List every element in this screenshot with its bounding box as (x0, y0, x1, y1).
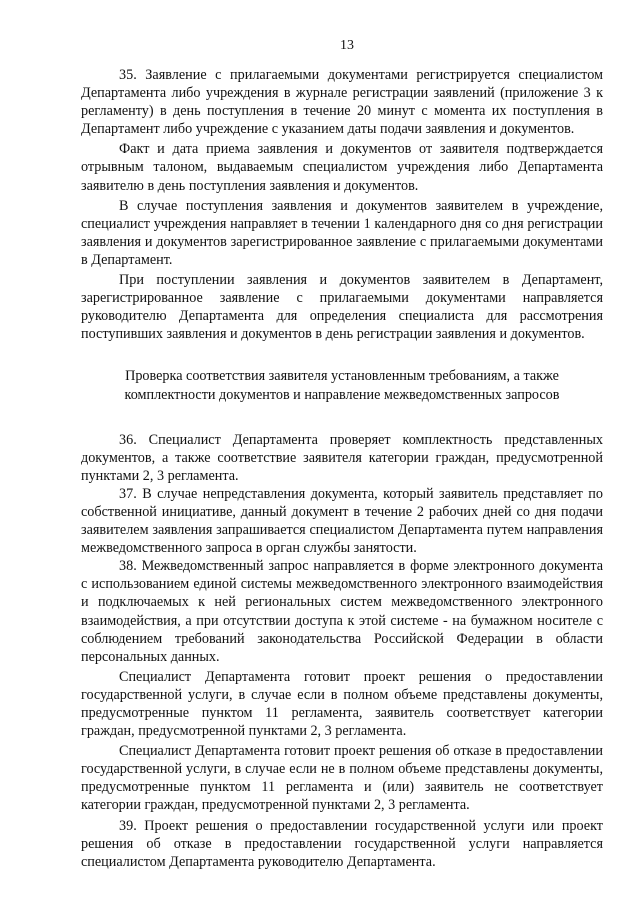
page-number: 13 (340, 38, 354, 53)
paragraph-refusal-decision: Специалист Департамента готовит проект решения об отказе в предоставлении государственной услуги, в случае если не в полном объеме представлены документы, предусмотренные пунктом 11 регламента и (или) заявитель не соответствует категории граждан, предусмотренной пунктами 2, 3 регламента. (81, 743, 603, 814)
paragraph-37: 37. В случае непредставления документа, который заявитель представляет по собственной инициативе, данный документ в течение 2 рабочих дней со дня подачи заявителем заявления запрашивается специалистом Департамента путем направления межведомственного запроса в орган службы занятости. (81, 485, 603, 557)
paragraph-institution-receipt: В случае поступления заявления и документов заявителем в учреждение, специалист учреждения направляет в течении 1 календарного дня со дня регистрации заявления и документов зарегистрированное заявление с прилагаемыми документами в Департамент. (81, 197, 603, 268)
paragraph-department-receipt: При поступлении заявления и документов заявителем в Департамент, зарегистрированное заявление с прилагаемыми документами направляется руководителю Департамента для определения специалиста для рассмотрения поступивших заявления и документов в день регистрации заявления и документов. (81, 272, 603, 343)
paragraph-receipt-fact: Факт и дата приема заявления и документов от заявителя подтверждается отрывным талоном, выдаваемым специалистом учреждения либо Департамента заявителю в день поступления заявления и документов. (81, 141, 603, 194)
paragraph-38: 38. Межведомственный запрос направляется в форме электронного документа с использованием единой системы межведомственного электронного взаимодействия и подключаемых к ней региональных систем межведомственного электронного взаимодействия, а при отсутствии доступа к этой системе - на бумажном носителе с соблюдением требований законодательства Российской Федерации в области персональных данных. (81, 558, 603, 665)
section-heading: Проверка соответствия заявителя установленным требованиям, а также комплектности документов и направление межведомственных запросов (124, 368, 560, 403)
paragraph-35: 35. Заявление с прилагаемыми документами регистрируется специалистом Департамента либо учреждения в журнале регистрации заявлений (приложение 3 к регламенту) в день поступления в течение 20 минут с момента их поступления в Департамент либо учреждение с указанием даты подачи заявления и документов. (81, 67, 603, 138)
paragraph-grant-decision: Специалист Департамента готовит проект решения о предоставлении государственной услуги, в случае если в полном объеме представлены документы, предусмотренные пунктом 11 регламента, заявитель соответствует категории граждан, предусмотренной пунктами 2, 3 регламента. (81, 668, 603, 740)
paragraph-39: 39. Проект решения о предоставлении государственной услуги или проект решения об отказе в предоставлении государственной услуги направляется специалистом Департамента руководителю Департамента. (81, 817, 603, 870)
paragraph-36: 36. Специалист Департамента проверяет комплектность представленных документов, а также соответствие заявителя категории граждан, предусмотренной пунктами 2, 3 регламента. (81, 431, 603, 484)
